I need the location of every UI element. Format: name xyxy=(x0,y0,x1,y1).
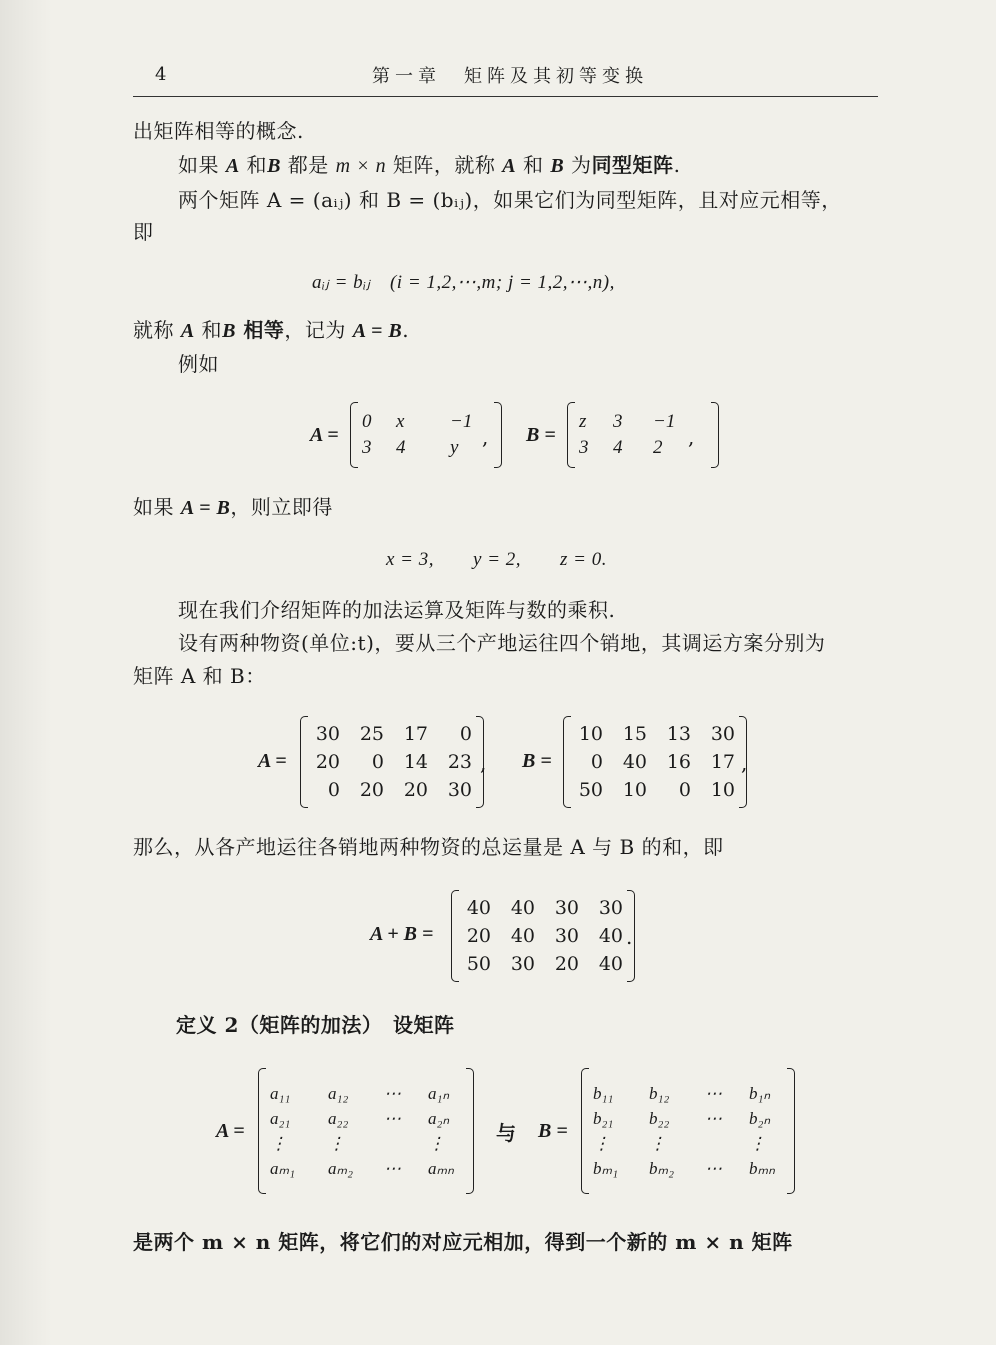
text-run: 和 xyxy=(194,318,223,342)
matrix-cell: 17 xyxy=(403,723,428,745)
matrix-cell: 30 xyxy=(598,897,623,919)
matrix-B xyxy=(563,716,747,808)
matrix-cell: b₁₂ xyxy=(649,1083,670,1103)
matrix-cell: 2 xyxy=(653,437,663,458)
matrix-cell: ⋮ xyxy=(428,1133,445,1153)
conjunction-and: 与 xyxy=(496,1121,517,1145)
text-run: 和 xyxy=(516,153,551,177)
text-run: ，则立即得 xyxy=(230,495,333,519)
header-rule xyxy=(133,96,878,97)
matrix-cell: 30 xyxy=(554,897,579,919)
page-number: 4 xyxy=(155,64,167,85)
paragraph-3-line-2: 即 xyxy=(133,220,154,244)
matrix-cell: 4 xyxy=(613,437,623,458)
matrix-cell: ⋯ xyxy=(384,1083,401,1103)
matrix-cell xyxy=(705,1134,749,1154)
matrix-cell: b₂₂ xyxy=(649,1108,670,1128)
matrix-cell: 0 xyxy=(459,723,472,745)
matrix-cell: 3 xyxy=(579,437,589,458)
matrix-cell: 50 xyxy=(578,779,603,801)
matrix-cell: ⋮ xyxy=(593,1133,610,1153)
text-run: 就称 xyxy=(133,318,181,342)
equation-solution: x = 3, y = 2, z = 0. xyxy=(386,549,607,570)
matrix-cell: b₁ₙ xyxy=(749,1083,771,1103)
matrix-cell: 15 xyxy=(622,723,647,745)
matrix-cell: 20 xyxy=(359,779,384,801)
matrix-cell: 16 xyxy=(666,751,691,773)
text-run: ，记为 xyxy=(284,318,353,342)
paragraph-8-line-1: 设有两种物资(单位:t)，要从三个产地运往四个销地，其调运方案分别为 xyxy=(178,631,826,655)
matrix-cell: 0 xyxy=(678,779,691,801)
paragraph-3-line-1: 两个矩阵 A = (aᵢⱼ) 和 B = (bᵢⱼ)，如果它们为同型矩阵，且对应元相等， xyxy=(178,188,842,212)
matrix-cell: 10 xyxy=(578,723,603,745)
matrix-cell: 20 xyxy=(403,779,428,801)
example-matrix-A xyxy=(350,402,502,468)
general-matrix-A xyxy=(258,1068,474,1194)
matrix-cell xyxy=(384,1134,428,1154)
symbol-A: A xyxy=(225,155,240,177)
matrix-cell: a₂₁ xyxy=(270,1108,291,1128)
matrix-sum xyxy=(451,890,635,982)
text-run: 矩阵，就称 xyxy=(386,153,503,177)
matrix-cell: 13 xyxy=(666,723,691,745)
paragraph-4 xyxy=(133,315,409,346)
matrix-cell: 40 xyxy=(622,751,647,773)
general-A-label: A = xyxy=(216,1120,245,1142)
matrix-cell: 4 xyxy=(396,437,406,458)
matrix-cell: bₘ₁ xyxy=(593,1158,619,1178)
matrix-cell: y xyxy=(450,437,459,458)
paragraph-7: 现在我们介绍矩阵的加法运算及矩阵与数的乘积. xyxy=(178,598,616,622)
matrix-cell: a₂₂ xyxy=(328,1108,349,1128)
matrix-cell: 40 xyxy=(510,897,535,919)
matrix-cell: 0 xyxy=(362,411,372,432)
symbol-B: B xyxy=(550,155,565,177)
chapter-title: 第一章 矩阵及其初等变换 xyxy=(372,66,648,87)
matrix-cell: aₘₙ xyxy=(428,1158,454,1178)
matrix-cell: ⋯ xyxy=(384,1108,401,1128)
matrix-cell: 30 xyxy=(315,723,340,745)
matrix-cell: ⋮ xyxy=(328,1133,345,1153)
equation-elementwise-equal: aᵢⱼ = bᵢⱼ (i = 1,2,⋯,m; j = 1,2,⋯,n), xyxy=(312,272,615,293)
text-run: 都是 xyxy=(280,153,336,177)
paragraph-8-line-2: 矩阵 A 和 B： xyxy=(133,664,266,688)
matrix-comma-2: , xyxy=(741,751,748,775)
dimension-mn: m × n xyxy=(335,155,387,177)
matrix-comma-1: , xyxy=(480,751,487,775)
matrix-cell: b₁₁ xyxy=(593,1083,614,1103)
example-A-label: A = xyxy=(310,424,339,446)
matrix-A xyxy=(300,716,484,808)
matrix-cell: ⋯ xyxy=(384,1158,401,1178)
matrix-A-label: A = xyxy=(258,750,287,772)
general-B-label: B = xyxy=(538,1120,568,1142)
matrix-cell: 40 xyxy=(598,953,623,975)
symbol-B: B xyxy=(267,155,281,177)
general-matrix-B xyxy=(581,1068,795,1194)
matrix-cell: −1 xyxy=(653,411,676,432)
sum-label: A + B = xyxy=(370,923,434,945)
matrix-cell: 50 xyxy=(466,953,491,975)
matrix-cell: 10 xyxy=(710,779,735,801)
matrix-cell: 40 xyxy=(598,925,623,947)
matrix-cell: 30 xyxy=(710,723,735,745)
matrix-cell: a₁₁ xyxy=(270,1083,291,1103)
definition-2-continuation: 是两个 m × n 矩阵，将它们的对应元相加，得到一个新的 m × n 矩阵 xyxy=(133,1230,793,1254)
matrix-cell: a₂ₙ xyxy=(428,1108,450,1128)
text-run: 和 xyxy=(239,153,268,177)
matrix-cell: 30 xyxy=(447,779,472,801)
matrix-B-label: B = xyxy=(522,750,552,772)
matrix-cell: 0 xyxy=(371,751,384,773)
definition-2-text: 设矩阵 xyxy=(393,1013,455,1037)
matrix-cell: bₘₙ xyxy=(749,1158,775,1178)
sum-period: . xyxy=(626,925,633,949)
matrix-cell: 20 xyxy=(554,953,579,975)
paragraph-5: 例如 xyxy=(178,352,219,376)
matrix-cell: 17 xyxy=(710,751,735,773)
matrix-cell: −1 xyxy=(450,411,473,432)
matrix-cell: 30 xyxy=(554,925,579,947)
matrix-cell: x xyxy=(396,411,405,432)
matrix-cell: ⋯ xyxy=(705,1108,722,1128)
symbol-B: B xyxy=(222,320,236,342)
symbol-A: A xyxy=(502,155,517,177)
paragraph-6 xyxy=(133,492,333,523)
example-matrix-B xyxy=(567,402,719,468)
equation-A-equals-B: A = B xyxy=(180,497,231,519)
matrix-cell: 40 xyxy=(510,925,535,947)
definition-2-title: 定义 2（矩阵的加法） xyxy=(176,1013,383,1037)
matrix-cell: ⋮ xyxy=(649,1133,666,1153)
example-comma-2: , xyxy=(688,425,695,449)
matrix-cell: 20 xyxy=(315,751,340,773)
matrix-cell: ⋯ xyxy=(705,1083,722,1103)
paragraph-9: 那么，从各产地运往各销地两种物资的总运量是 A 与 B 的和，即 xyxy=(133,835,724,859)
symbol-A: A xyxy=(180,320,195,342)
matrix-cell: 14 xyxy=(403,751,428,773)
text-run: 如果 xyxy=(133,495,181,519)
example-B-label: B = xyxy=(526,424,556,446)
matrix-cell: bₘ₂ xyxy=(649,1158,675,1178)
matrix-cell: 20 xyxy=(466,925,491,947)
matrix-cell: ⋮ xyxy=(270,1133,287,1153)
matrix-cell: b₂ₙ xyxy=(749,1108,771,1128)
matrix-cell: 0 xyxy=(327,779,340,801)
text-run: . xyxy=(402,318,410,342)
matrix-cell: a₁ₙ xyxy=(428,1083,450,1103)
paragraph-2 xyxy=(178,150,680,181)
matrix-cell: ⋮ xyxy=(749,1133,766,1153)
matrix-cell: 0 xyxy=(590,751,603,773)
matrix-cell: 10 xyxy=(622,779,647,801)
matrix-cell: a₁₂ xyxy=(328,1083,349,1103)
matrix-cell: 25 xyxy=(359,723,384,745)
paragraph-1: 出矩阵相等的概念. xyxy=(133,119,304,143)
matrix-cell: b₂₁ xyxy=(593,1108,614,1128)
matrix-cell: 3 xyxy=(362,437,372,458)
matrix-cell: 3 xyxy=(613,411,623,432)
matrix-cell: 23 xyxy=(447,751,472,773)
matrix-cell: ⋯ xyxy=(705,1158,722,1178)
equation-A-equals-B: A = B xyxy=(352,320,403,342)
matrix-cell: 40 xyxy=(466,897,491,919)
text-run: 为 xyxy=(564,153,592,177)
text-run: . xyxy=(673,153,681,177)
matrix-cell: 30 xyxy=(510,953,535,975)
matrix-cell: aₘ₁ xyxy=(270,1158,296,1178)
defined-term-same-type-matrix: 同型矩阵 xyxy=(591,153,674,177)
defined-term-equal: 相等 xyxy=(235,318,285,342)
matrix-cell: aₘ₂ xyxy=(328,1158,354,1178)
matrix-cell: z xyxy=(579,411,587,432)
example-comma-1: , xyxy=(482,425,489,449)
text-run: 如果 xyxy=(178,153,226,177)
